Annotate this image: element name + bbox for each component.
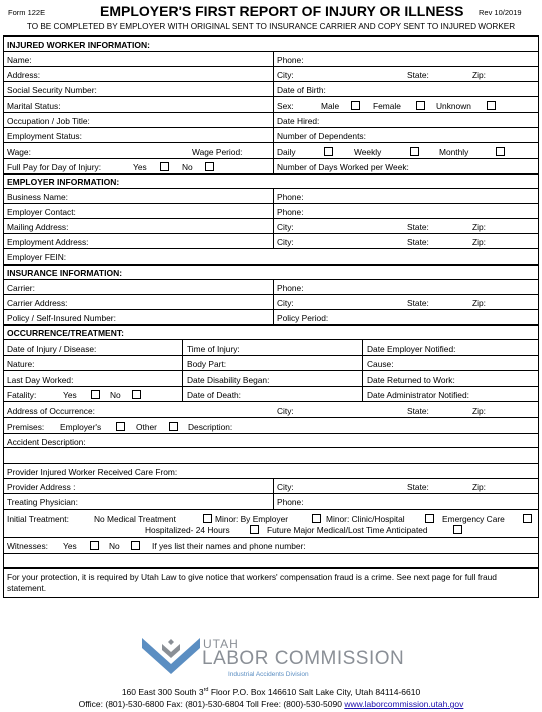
worker-ssn-label: Social Security Number: xyxy=(7,85,97,95)
future-major-checkbox[interactable] xyxy=(453,525,462,534)
premises-employers-label: Employer's xyxy=(60,422,102,432)
worker-hired-label: Date Hired: xyxy=(277,116,320,126)
sex-unknown-checkbox[interactable] xyxy=(487,101,496,110)
wage-daily-label: Daily xyxy=(277,147,296,157)
footer-address-part-b: Floor P.O. Box 146610 Salt Lake City, Utah 84114-6610 xyxy=(208,687,421,697)
provider-zip-label: Zip: xyxy=(472,482,486,492)
worker-wage-label: Wage: xyxy=(7,147,31,157)
occurrence-heading: OCCURRENCE/TREATMENT: xyxy=(7,328,124,338)
worker-state-label: State: xyxy=(407,70,429,80)
witnesses-label: Witnesses: xyxy=(7,541,48,551)
worker-dependents-label: Number of Dependents: xyxy=(277,131,366,141)
frame-left xyxy=(3,35,4,598)
mailing-city-label: City: xyxy=(277,222,294,232)
carrier-phone-label: Phone: xyxy=(277,283,304,293)
form-title: EMPLOYER'S FIRST REPORT OF INJURY OR ILLNESS xyxy=(100,3,464,19)
sex-unknown-label: Unknown xyxy=(436,101,471,111)
logo-name: LABOR COMMISSION xyxy=(202,648,405,669)
witnesses-if-yes-label: If yes list their names and phone number: xyxy=(152,541,306,551)
worker-zip-label: Zip: xyxy=(472,70,486,80)
employment-address-label: Employment Address: xyxy=(7,237,89,247)
mailing-address-label: Mailing Address: xyxy=(7,222,69,232)
form-revision: Rev 10/2019 xyxy=(479,8,522,17)
premises-employers-checkbox[interactable] xyxy=(116,422,125,431)
physician-phone-label: Phone: xyxy=(277,497,304,507)
witnesses-yes-checkbox[interactable] xyxy=(90,541,99,550)
minor-employer-label: Minor: By Employer xyxy=(215,514,289,524)
wage-monthly-checkbox[interactable] xyxy=(496,147,505,156)
date-death-label: Date of Death: xyxy=(187,390,242,400)
hospitalized-checkbox[interactable] xyxy=(250,525,259,534)
employment-zip-label: Zip: xyxy=(472,237,486,247)
carrier-label: Carrier: xyxy=(7,283,35,293)
premises-other-label: Other xyxy=(136,422,157,432)
fatality-yes-label: Yes xyxy=(63,390,77,400)
worker-heading: INJURED WORKER INFORMATION: xyxy=(7,40,150,50)
date-injury-label: Date of Injury / Disease: xyxy=(7,344,97,354)
accident-description-label: Accident Description: xyxy=(7,437,86,447)
website-link[interactable]: www.laborcommission.utah.gov xyxy=(344,699,464,709)
time-injury-label: Time of Injury: xyxy=(187,344,240,354)
footer-address xyxy=(0,687,542,697)
employer-heading: EMPLOYER INFORMATION: xyxy=(7,177,120,187)
insurance-heading: INSURANCE INFORMATION: xyxy=(7,268,123,278)
worker-wage-period-label: Wage Period: xyxy=(192,147,243,157)
sex-female-label: Female xyxy=(373,101,401,111)
full-pay-label: Full Pay for Day of Injury: xyxy=(7,162,102,172)
sex-male-label: Male xyxy=(321,101,340,111)
treating-physician-label: Treating Physician: xyxy=(7,497,78,507)
mailing-state-label: State: xyxy=(407,222,429,232)
worker-occupation-label: Occupation / Job Title: xyxy=(7,116,90,126)
returned-to-work-label: Date Returned to Work: xyxy=(367,375,455,385)
policy-number-label: Policy / Self-Insured Number: xyxy=(7,313,116,323)
cause-label: Cause: xyxy=(367,359,394,369)
mailing-zip-label: Zip: xyxy=(472,222,486,232)
logo-state: UTAH xyxy=(203,637,239,651)
date-notified-label: Date Employer Notified: xyxy=(367,344,456,354)
employment-city-label: City: xyxy=(277,237,294,247)
fatality-no-label: No xyxy=(110,390,121,400)
initial-treatment-label: Initial Treatment: xyxy=(7,514,69,524)
address-occurrence-label: Address of Occurrence: xyxy=(7,406,95,416)
worker-phone-label: Phone: xyxy=(277,55,304,65)
fatality-yes-checkbox[interactable] xyxy=(91,390,100,399)
fatality-label: Fatality: xyxy=(7,390,37,400)
worker-marital-label: Marital Status: xyxy=(7,101,61,111)
minor-clinic-label: Minor: Clinic/Hospital xyxy=(326,514,405,524)
body-part-label: Body Part: xyxy=(187,359,227,369)
wage-weekly-checkbox[interactable] xyxy=(410,147,419,156)
carrier-address-label: Carrier Address: xyxy=(7,298,68,308)
occurrence-zip-label: Zip: xyxy=(472,406,486,416)
employment-state-label: State: xyxy=(407,237,429,247)
admin-notified-label: Date Administrator Notified: xyxy=(367,390,469,400)
fatality-no-checkbox[interactable] xyxy=(132,390,141,399)
worker-dob-label: Date of Birth: xyxy=(277,85,326,95)
provider-city-label: City: xyxy=(277,482,294,492)
provider-address-label: Provider Address : xyxy=(7,482,76,492)
full-pay-no-checkbox[interactable] xyxy=(205,162,214,171)
provider-received-label: Provider Injured Worker Received Care From: xyxy=(7,467,178,477)
full-pay-yes-label: Yes xyxy=(133,162,147,172)
worker-name-label: Name: xyxy=(7,55,32,65)
hospitalized-label: Hospitalized- 24 Hours xyxy=(145,525,230,535)
employer-contact-phone-label: Phone: xyxy=(277,207,304,217)
days-worked-label: Number of Days Worked per Week: xyxy=(277,162,409,172)
full-pay-yes-checkbox[interactable] xyxy=(160,162,169,171)
divider-top xyxy=(3,35,539,37)
worker-address-label: Address: xyxy=(7,70,41,80)
footer-address-sup: rd xyxy=(203,687,209,694)
emergency-care-checkbox[interactable] xyxy=(523,514,532,523)
employer-phone-label: Phone: xyxy=(277,192,304,202)
worker-sex-label: Sex: xyxy=(277,101,294,111)
occurrence-city-label: City: xyxy=(277,406,294,416)
carrier-city-label: City: xyxy=(277,298,294,308)
minor-employer-checkbox[interactable] xyxy=(312,514,321,523)
logo-division: Industrial Accidents Division xyxy=(228,671,309,678)
minor-clinic-checkbox[interactable] xyxy=(425,514,434,523)
policy-period-label: Policy Period: xyxy=(277,313,329,323)
worker-city-label: City: xyxy=(277,70,294,80)
frame-right xyxy=(538,35,539,598)
employer-contact-label: Employer Contact: xyxy=(7,207,76,217)
nature-label: Nature: xyxy=(7,359,35,369)
last-day-worked-label: Last Day Worked: xyxy=(7,375,74,385)
disability-began-label: Date Disability Began: xyxy=(187,375,270,385)
sex-female-checkbox[interactable] xyxy=(416,101,425,110)
emergency-care-label: Emergency Care xyxy=(442,514,505,524)
employer-fein-label: Employer FEIN: xyxy=(7,252,67,262)
no-medical-label: No Medical Treatment xyxy=(94,514,176,524)
form-instruction: TO BE COMPLETED BY EMPLOYER WITH ORIGINAL SENT TO INSURANCE CARRIER AND COPY SENT TO INJURED WORKER xyxy=(26,22,516,31)
footer-contact-numbers: Office: (801)-530-6800 Fax: (801)-530-6804 Toll Free: (800)-530-5090 xyxy=(78,699,342,709)
premises-other-checkbox[interactable] xyxy=(169,422,178,431)
no-medical-checkbox[interactable] xyxy=(203,514,212,523)
future-major-label: Future Major Medical/Lost Time Anticipated xyxy=(267,525,428,535)
occurrence-state-label: State: xyxy=(407,406,429,416)
witnesses-no-checkbox[interactable] xyxy=(131,541,140,550)
witnesses-yes-label: Yes xyxy=(63,541,77,551)
fraud-notice: For your protection, it is required by Utah Law to give notice that workers' compensation fraud is a crime. See next page for full fraud statement. xyxy=(7,572,497,593)
premises-label: Premises: xyxy=(7,422,45,432)
sex-male-checkbox[interactable] xyxy=(351,101,360,110)
wage-weekly-label: Weekly xyxy=(354,147,382,157)
worker-employment-status-label: Employment Status: xyxy=(7,131,82,141)
premises-description-label: Description: xyxy=(188,422,233,432)
wage-daily-checkbox[interactable] xyxy=(324,147,333,156)
witnesses-no-label: No xyxy=(109,541,120,551)
form-number: Form 122E xyxy=(8,8,46,17)
labor-commission-logo-icon xyxy=(140,636,202,676)
carrier-zip-label: Zip: xyxy=(472,298,486,308)
wage-monthly-label: Monthly xyxy=(439,147,469,157)
footer-contact xyxy=(0,699,542,709)
business-name-label: Business Name: xyxy=(7,192,68,202)
full-pay-no-label: No xyxy=(182,162,193,172)
carrier-state-label: State: xyxy=(407,298,429,308)
footer-address-part-a: 160 East 300 South 3 xyxy=(121,687,204,697)
provider-state-label: State: xyxy=(407,482,429,492)
